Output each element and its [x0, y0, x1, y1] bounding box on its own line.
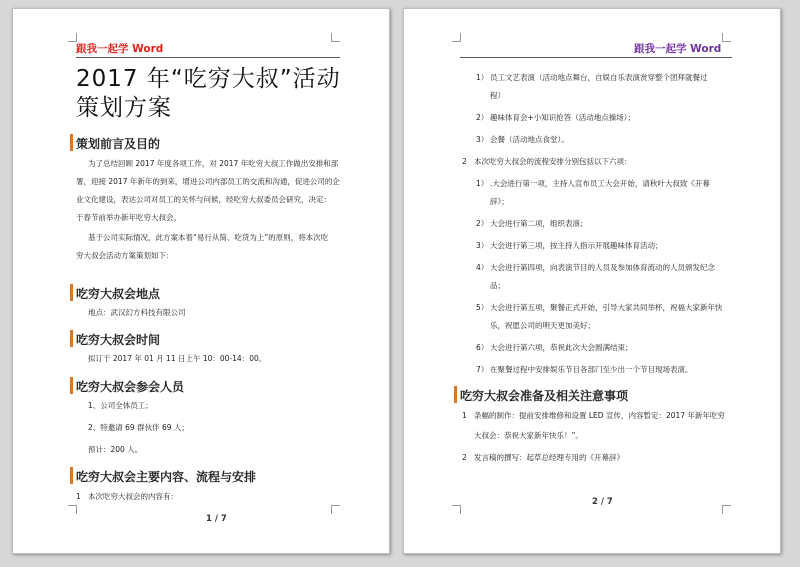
list-item-text: 大会进行第三项，按主持人指示开展趣味体育活动；: [490, 241, 663, 250]
crop-mark: [452, 33, 461, 42]
list-item-text: 趣味体育会+小知识抢答（活动地点操场）；: [490, 113, 636, 122]
time-text: 拟订于 2017 年 01 月 11 日上午 10：00-14：00。: [88, 354, 267, 363]
page-number: 2 / 7: [592, 497, 613, 507]
list-item-text: 大会进行第五项，聚餐正式开始，引导大家共同举杯，祝福大家新年快: [490, 303, 723, 312]
list-item-text: 会餐（活动地点食堂）。: [490, 135, 569, 144]
document-title: [76, 65, 341, 123]
list-number: 1: [462, 411, 467, 420]
title-line-2: 策划方案: [76, 95, 172, 121]
heading-marker: [70, 284, 73, 301]
paragraph-line: 于春节前举办新年吃穷大叔会。: [76, 213, 181, 222]
location-text: 地点：武汉幻方科技有限公司: [88, 308, 186, 317]
paragraph-line: 为了总结回顾 2017 年度各项工作，对 2017 年吃穷大叔工作做出安排和部: [88, 159, 339, 168]
list-number: 2: [462, 157, 467, 166]
page-number: 1 / 7: [206, 514, 227, 524]
paragraph-line: 基于公司实际情况，此方案本着“易行从简、吃货为上”的原则，将本次吃: [88, 233, 329, 242]
attendee-item: 1、公司全体员工；: [88, 401, 153, 410]
document-page-1: [12, 8, 390, 554]
list-number: 4）: [476, 263, 489, 272]
list-item-text: 品；: [490, 281, 505, 290]
crop-mark: [331, 33, 340, 42]
paragraph-line: 穷大叔会活动方案策划如下：: [76, 251, 174, 260]
heading-marker: [454, 386, 457, 403]
list-item-text: 本次吃穷大叔会的内容有：: [88, 492, 178, 501]
list-item-text: 员工文艺表演（活动地点舞台，自娱自乐表演赏穿整个团拜就餐过: [490, 73, 708, 82]
list-item-text: 大会进行第二项，组织表演；: [490, 219, 588, 228]
list-item-text: 本次吃穷大叔会的流程安排分别包括以下六项：: [474, 157, 632, 166]
list-number: 6）: [476, 343, 489, 352]
heading-attendees: 吃穷大叔会参会人员: [76, 380, 185, 394]
heading-preface: 策划前言及目的: [76, 137, 161, 151]
list-item-text: 在聚餐过程中安排娱乐节目各部门至少出一个节目现场表演。: [490, 365, 693, 374]
heading-agenda: 吃穷大叔会主要内容、流程与安排: [76, 470, 257, 484]
list-item-text: 程）: [490, 91, 505, 100]
header-rule: [460, 57, 732, 58]
header-rule: [76, 57, 340, 58]
paragraph-line: 署，迎接 2017 年新年的到来，增进公司内部员工的交流和沟通，促进公司的企: [76, 177, 340, 186]
list-number: 1: [76, 492, 81, 501]
heading-marker: [70, 467, 73, 484]
list-number: 2: [462, 453, 467, 462]
heading-marker: [70, 330, 73, 347]
list-item-text: 条幅的制作：提前安排维修和设置 LED 宣传，内容暂定：2017 年新年吃穷: [474, 411, 725, 420]
list-item-text: 大叔会：恭祝大家新年快乐！”。: [474, 431, 583, 440]
heading-marker: [70, 377, 73, 394]
list-number: 2）: [476, 113, 489, 122]
list-number: 3）: [476, 135, 489, 144]
crop-mark: [722, 505, 731, 514]
heading-preparation: 吃穷大叔会准备及相关注意事项: [460, 389, 629, 403]
attendee-item: 2、特邀请 69 群伙伴 69 人；: [88, 423, 189, 432]
list-number: 1）: [476, 73, 489, 82]
attendee-item: 预计：200 人。: [88, 445, 143, 454]
list-item-text: 大会进行第四项，向表演节目的人员及参加体育流动的人员颁发纪念: [490, 263, 715, 272]
heading-marker: [70, 134, 73, 151]
heading-time: 吃穷大叔会时间: [76, 333, 161, 347]
list-number: 1）: [476, 179, 489, 188]
list-number: 7）: [476, 365, 489, 374]
list-number: 2）: [476, 219, 489, 228]
crop-mark: [68, 505, 77, 514]
list-item-text: 辞》；: [490, 197, 509, 206]
heading-location: 吃穷大叔会地点: [76, 287, 161, 301]
document-page-2: [403, 8, 781, 554]
crop-mark: [452, 505, 461, 514]
list-number: 3）: [476, 241, 489, 250]
header-brand: 跟我一起学 Word: [76, 43, 164, 55]
list-item-text: .大会进行第一项，主持人宣布员工大会开始，请秋叶大叔致《开幕: [490, 179, 710, 188]
list-item-text: 大会进行第六项，恭祝此次大会圆满结束；: [490, 343, 633, 352]
paragraph-line: 业文化建设，表达公司对员工的关怀与问候，经吃穷大叔委员会研究，决定：: [76, 195, 331, 204]
list-item-text: 发言稿的撰写：起草总经理专用的《开幕辞》: [474, 453, 624, 462]
list-item-text: 乐，祝愿公司的明天更加美好；: [490, 321, 595, 330]
header-brand: 跟我一起学 Word: [634, 43, 722, 55]
crop-mark: [331, 505, 340, 514]
crop-mark: [722, 33, 731, 42]
list-number: 5）: [476, 303, 489, 312]
title-line-1: 2017 年“吃穷大叔”活动: [76, 66, 341, 92]
